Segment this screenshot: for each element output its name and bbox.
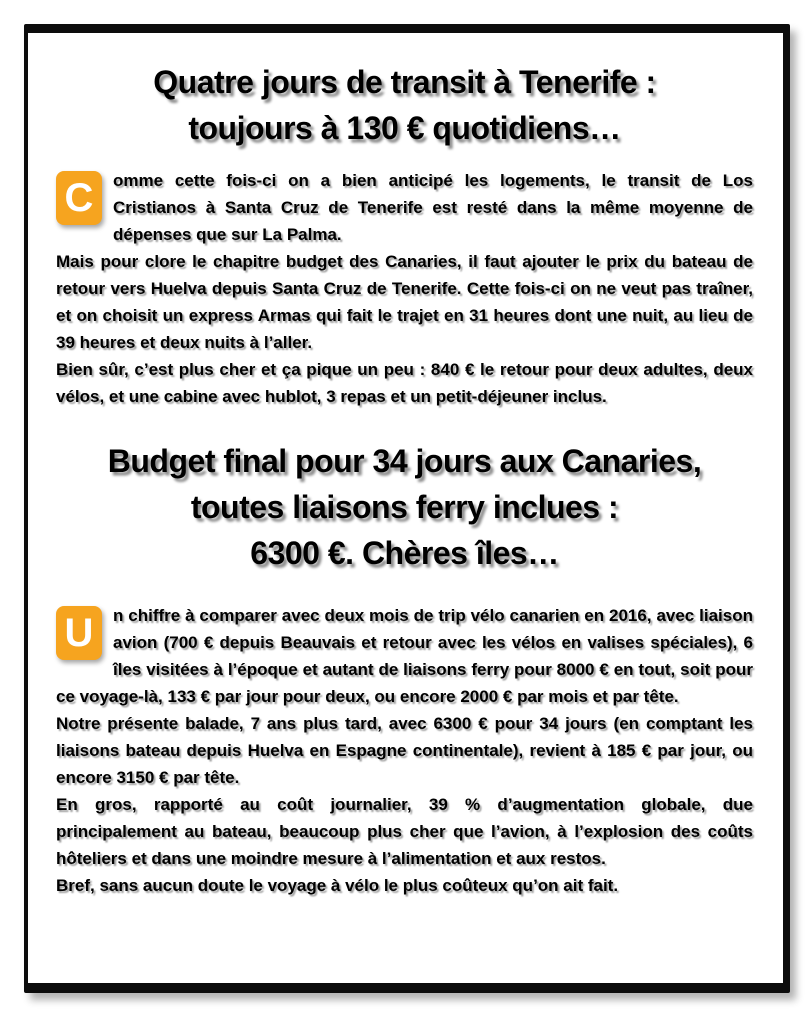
paragraph-balade-actuelle: Notre présente balade, 7 ans plus tard, avec 6300 € pour 34 jours (en comptant les liaisons bateau depuis Huelva en Espagne continentale), revient à 185 € par jour, ou encore 3150 € par tête.: [56, 714, 753, 787]
dropcap-c: C: [56, 171, 102, 225]
paragraph-conclusion: Bref, sans aucun doute le voyage à vélo le plus coûteux qu’on ait fait.: [56, 876, 619, 895]
section-budget-comparaison: [56, 602, 753, 899]
paragraph-text: n chiffre à comparer avec deux mois de trip vélo canarien en 2016, avec liaison avion (700 € depuis Beauvais et retour avec les vélos en valises spéciales), 6 îles visitées à l’époque et autant de liaisons ferry pour 8000 € en tout, soit pour ce voyage-là, 133 € par jour pour deux, ou encore 2000 € par mois et par tête.: [56, 606, 753, 706]
paragraph-augmentation: En gros, rapporté au coût journalier, 39 % d’augmentation globale, due principalement au bateau, beaucoup plus cher que l’avion, à l’explosion des coûts hôteliers et dans une moindre mesure à l’alimentation et aux restos.: [56, 795, 753, 868]
heading-line: toujours à 130 € quotidiens…: [188, 110, 621, 146]
heading-line: Budget final pour 34 jours aux Canaries,: [107, 443, 702, 479]
paragraph-text: omme cette fois-ci on a bien anticipé les logements, le transit de Los Cristianos à Santa Cruz de Tenerife est resté dans la même moyenne de dépenses que sur La Palma.: [113, 171, 753, 244]
heading-line: 6300 €. Chères îles…: [250, 535, 559, 571]
paragraph-prix-retour: Bien sûr, c’est plus cher et ça pique un peu : 840 € le retour pour deux adultes, deux vélos, et une cabine avec hublot, 3 repas et un petit-déjeuner inclus.: [56, 360, 753, 406]
heading-budget-final: [56, 438, 753, 576]
paragraph-bateau-retour: Mais pour clore le chapitre budget des Canaries, il faut ajouter le prix du bateau de retour vers Huelva depuis Santa Cruz de Tenerife. Cette fois-ci on ne veut pas traîner, et on choisit un express Armas qui fait le trajet en 31 heures dont une nuit, au lieu de 39 heures et deux nuits à l’aller.: [56, 252, 753, 352]
heading-transit-tenerife: [56, 59, 753, 151]
heading-line: Quatre jours de transit à Tenerife :: [153, 64, 656, 100]
sketch-border-frame: [24, 24, 790, 993]
heading-line: toutes liaisons ferry inclues :: [190, 489, 619, 525]
dropcap-u: U: [56, 606, 102, 660]
paragraph-comparaison-2016: [56, 602, 753, 710]
paragraph-logements: [56, 167, 753, 248]
section-transit-budget: [56, 167, 753, 410]
